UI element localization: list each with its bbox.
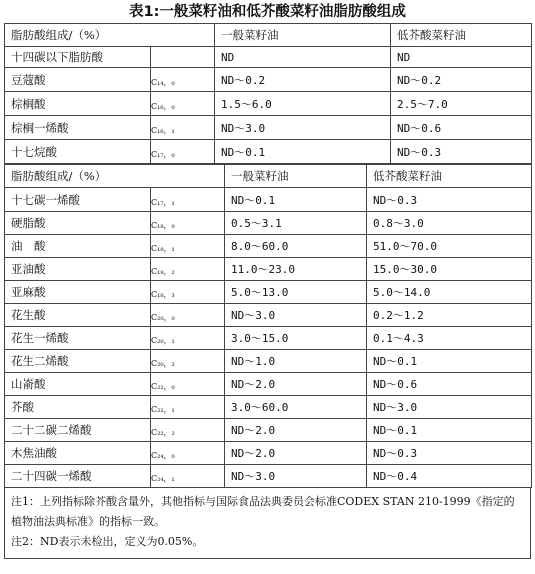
low-erucic-value: 0.8～3.0 xyxy=(367,212,532,235)
table-row xyxy=(5,47,532,68)
table-row xyxy=(5,188,532,212)
general-oil-value: ND～1.0 xyxy=(225,350,367,373)
acid-name: 十七碳一烯酸 xyxy=(5,188,151,212)
table-row xyxy=(5,140,532,164)
acid-name: 棕榈一烯酸 xyxy=(5,116,151,140)
note-2: 注2：ND表示未检出，定义为0.05%。 xyxy=(11,535,204,548)
acid-name: 花生酸 xyxy=(5,304,151,327)
acid-code: C₁₈，₁ xyxy=(151,235,225,258)
acid-code: C₂₄，₀ xyxy=(151,442,225,465)
acid-name: 花生二烯酸 xyxy=(5,350,151,373)
acid-name: 十七烷酸 xyxy=(5,140,151,164)
general-oil-value: 3.0～60.0 xyxy=(225,396,367,419)
acid-name: 山嵛酸 xyxy=(5,373,151,396)
acid-code: C₁₄，₀ xyxy=(151,68,215,92)
low-erucic-value: ND～0.3 xyxy=(367,442,532,465)
low-erucic-value: 5.0～14.0 xyxy=(367,281,532,304)
general-oil-value: ND～0.2 xyxy=(215,68,391,92)
acid-code: C₂₀，₀ xyxy=(151,304,225,327)
general-oil-value: ND～0.1 xyxy=(225,188,367,212)
low-erucic-value: ND～3.0 xyxy=(367,396,532,419)
table-row xyxy=(5,258,532,281)
acid-name: 硬脂酸 xyxy=(5,212,151,235)
acid-code: C₁₈，₀ xyxy=(151,212,225,235)
acid-code: C₂₄，₁ xyxy=(151,465,225,488)
general-oil-value: ND～3.0 xyxy=(225,304,367,327)
notes-box xyxy=(4,488,531,559)
table-row xyxy=(5,212,532,235)
acid-code: C₂₀，₂ xyxy=(151,350,225,373)
general-oil-value: ND～2.0 xyxy=(225,442,367,465)
table-row xyxy=(5,419,532,442)
acid-name: 芥酸 xyxy=(5,396,151,419)
acid-code: C₁₆，₀ xyxy=(151,92,215,116)
table-row xyxy=(5,68,532,92)
general-oil-value: ND～0.1 xyxy=(215,140,391,164)
low-erucic-value: ND～0.3 xyxy=(367,188,532,212)
acid-name: 二十四碳一烯酸 xyxy=(5,465,151,488)
acid-name: 十四碳以下脂肪酸 xyxy=(5,47,151,68)
acid-code: C₂₂，₂ xyxy=(151,419,225,442)
header-general-oil: 一般菜籽油 xyxy=(225,165,367,188)
header-low-erucic-oil: 低芥酸菜籽油 xyxy=(367,165,532,188)
acid-code xyxy=(151,47,215,68)
section1-table xyxy=(4,23,532,164)
table-row xyxy=(5,373,532,396)
acid-name: 花生一烯酸 xyxy=(5,327,151,350)
section2-header-row xyxy=(5,165,532,188)
low-erucic-value: 0.2～1.2 xyxy=(367,304,532,327)
header-composition: 脂肪酸组成/（%） xyxy=(5,165,225,188)
table-row xyxy=(5,304,532,327)
acid-code: C₂₀，₁ xyxy=(151,327,225,350)
low-erucic-value: 2.5～7.0 xyxy=(391,92,532,116)
table-row xyxy=(5,396,532,419)
header-general-oil: 一般菜籽油 xyxy=(215,24,391,47)
general-oil-value: 5.0～13.0 xyxy=(225,281,367,304)
header-composition: 脂肪酸组成/（%） xyxy=(5,24,215,47)
low-erucic-value: ND～0.6 xyxy=(391,116,532,140)
low-erucic-value: ND～0.2 xyxy=(391,68,532,92)
table-title: 表1:一般菜籽油和低芥酸菜籽油脂肪酸组成 xyxy=(129,4,406,20)
acid-code: C₂₂，₁ xyxy=(151,396,225,419)
acid-code: C₁₇，₀ xyxy=(151,140,215,164)
low-erucic-value: 15.0～30.0 xyxy=(367,258,532,281)
low-erucic-value: ND～0.6 xyxy=(367,373,532,396)
acid-name: 二十二碳二烯酸 xyxy=(5,419,151,442)
general-oil-value: 3.0～15.0 xyxy=(225,327,367,350)
acid-name: 木焦油酸 xyxy=(5,442,151,465)
acid-name: 豆蔻酸 xyxy=(5,68,151,92)
table-row xyxy=(5,116,532,140)
table-row xyxy=(5,442,532,465)
acid-name: 油 酸 xyxy=(5,235,151,258)
low-erucic-value: 0.1～4.3 xyxy=(367,327,532,350)
low-erucic-value: ND～0.1 xyxy=(367,350,532,373)
acid-code: C₁₇，₁ xyxy=(151,188,225,212)
section2-table xyxy=(4,164,532,488)
acid-name: 亚油酸 xyxy=(5,258,151,281)
general-oil-value: 8.0～60.0 xyxy=(225,235,367,258)
general-oil-value: ND xyxy=(215,47,391,68)
table-row xyxy=(5,92,532,116)
acid-name: 亚麻酸 xyxy=(5,281,151,304)
general-oil-value: ND～3.0 xyxy=(225,465,367,488)
acid-code: C₁₈，₃ xyxy=(151,281,225,304)
low-erucic-value: ND～0.3 xyxy=(391,140,532,164)
acid-code: C₁₆，₁ xyxy=(151,116,215,140)
table-row xyxy=(5,281,532,304)
header-low-erucic-oil: 低芥酸菜籽油 xyxy=(391,24,532,47)
acid-code: C₂₂，₀ xyxy=(151,373,225,396)
general-oil-value: 11.0～23.0 xyxy=(225,258,367,281)
table-row xyxy=(5,235,532,258)
low-erucic-value: ND～0.1 xyxy=(367,419,532,442)
general-oil-value: ND～2.0 xyxy=(225,373,367,396)
general-oil-value: 1.5～6.0 xyxy=(215,92,391,116)
general-oil-value: 0.5～3.1 xyxy=(225,212,367,235)
fatty-acid-table xyxy=(4,23,531,559)
acid-name: 棕榈酸 xyxy=(5,92,151,116)
low-erucic-value: ND xyxy=(391,47,532,68)
general-oil-value: ND～3.0 xyxy=(215,116,391,140)
note-1: 注1：上列指标除芥酸含量外，其他指标与国际食品法典委员会标准CODEX STAN 210-1999《指定的植物油法典标准》的指标一致。 xyxy=(11,495,515,528)
low-erucic-value: 51.0～70.0 xyxy=(367,235,532,258)
acid-code: C₁₈，₂ xyxy=(151,258,225,281)
general-oil-value: ND～2.0 xyxy=(225,419,367,442)
table-row xyxy=(5,327,532,350)
table-row xyxy=(5,350,532,373)
low-erucic-value: ND～0.4 xyxy=(367,465,532,488)
section1-header-row xyxy=(5,24,532,47)
table-row xyxy=(5,465,532,488)
